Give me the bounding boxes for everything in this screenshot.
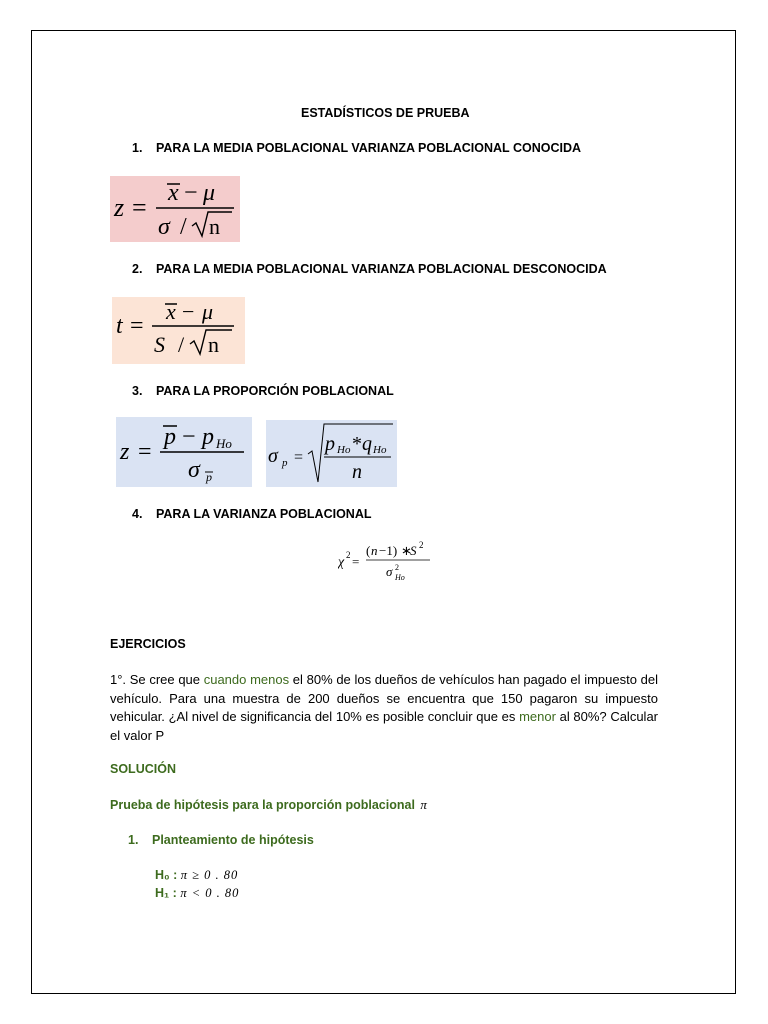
svg-text:=: = [138,439,152,465]
section-4-heading: 4. PARA LA VARIANZA POBLACIONAL [132,507,372,521]
section-1-heading: 1. PARA LA MEDIA POBLACIONAL VARIANZA POBLACIONAL CONOCIDA [132,141,581,155]
formula-sigma-p [266,420,397,487]
formula-sigma-p-graphic [266,420,397,487]
svg-text:∗: ∗ [401,543,412,558]
svg-text:n: n [208,332,219,357]
document-title: ESTADÍSTICOS DE PRUEBA [301,106,470,120]
test-title: Prueba de hipótesis para la proporción poblacional π [110,797,427,812]
formula-z-proportion [116,417,252,487]
svg-text:p: p [164,424,176,450]
svg-text:p: p [202,424,214,450]
svg-text:x: x [168,180,179,206]
formula-z-mean [110,176,240,242]
svg-text:σ: σ [268,445,278,467]
svg-text:−: − [184,180,198,206]
svg-text:σ: σ [158,214,170,240]
svg-text:Ho: Ho [373,444,387,456]
svg-text:σ: σ [386,564,393,579]
formula-t-mean [112,297,245,364]
step-1-heading: 1. Planteamiento de hipótesis [128,833,314,847]
svg-text:2: 2 [395,563,399,572]
svg-text:2: 2 [419,540,424,550]
section-2-heading: 2. PARA LA MEDIA POBLACIONAL VARIANZA POBLACIONAL DESCONOCIDA [132,262,607,276]
svg-text:=: = [352,554,360,569]
svg-text:p: p [206,470,212,484]
svg-text:μ: μ [202,299,214,324]
svg-text:p: p [282,457,288,469]
svg-text:n: n [209,214,220,239]
section-3-heading: 3. PARA LA PROPORCIÓN POBLACIONAL [132,384,394,398]
formula-z-proportion-graphic [116,417,252,487]
null-hypothesis: H₀ : π ≥ 0 . 80 [155,868,239,882]
svg-text:μ: μ [203,180,216,206]
svg-text:x: x [166,299,176,324]
formula-chi-square [338,538,434,586]
svg-text:=: = [130,313,144,339]
highlight-cuando-menos: cuando menos [203,672,290,687]
exercises-heading: EJERCICIOS [110,637,186,651]
svg-text:−: − [182,299,195,324]
svg-text:*: * [352,433,362,455]
svg-text:S: S [154,332,165,357]
svg-text:Ho: Ho [216,436,232,451]
svg-text:2: 2 [346,550,351,560]
pi-symbol: π [420,797,427,812]
svg-text:=: = [294,449,304,466]
svg-text:z: z [114,193,125,222]
svg-text:q: q [362,433,372,455]
svg-text:z: z [120,439,130,465]
formula-z-mean-graphic [110,176,240,242]
alternative-hypothesis: H₁ : π < 0 . 80 [155,886,240,900]
svg-text:−1): −1) [379,543,398,558]
highlight-menor: menor [519,709,556,724]
solution-heading: SOLUCIÓN [110,762,176,776]
svg-text:/: / [180,214,187,240]
svg-text:/: / [178,332,185,357]
svg-text:n: n [371,543,378,558]
svg-text:Ho: Ho [395,573,405,582]
svg-text:−: − [182,424,196,450]
svg-text:p: p [325,433,335,455]
svg-text:S: S [410,543,417,558]
formula-t-mean-graphic [112,297,245,364]
svg-text:Ho: Ho [337,444,351,456]
svg-text:σ: σ [188,457,200,483]
formula-chi-square-graphic [338,538,434,586]
svg-text:χ: χ [338,555,345,570]
svg-text:t: t [116,313,123,339]
svg-text:=: = [132,193,147,222]
svg-text:n: n [352,461,362,483]
svg-text:(: ( [366,543,371,558]
exercise-1-text: 1°. Se cree que cuando menos el 80% de los dueños de vehículos han pagado el impuesto del vehículo. Para una muestra de 200 dueños se encuentra que 150 pagaron su impuesto vehicular. ¿Al nivel de significancia del 10% es posible concluir que es menor al 80%? Calcular el valor P [110,672,659,743]
